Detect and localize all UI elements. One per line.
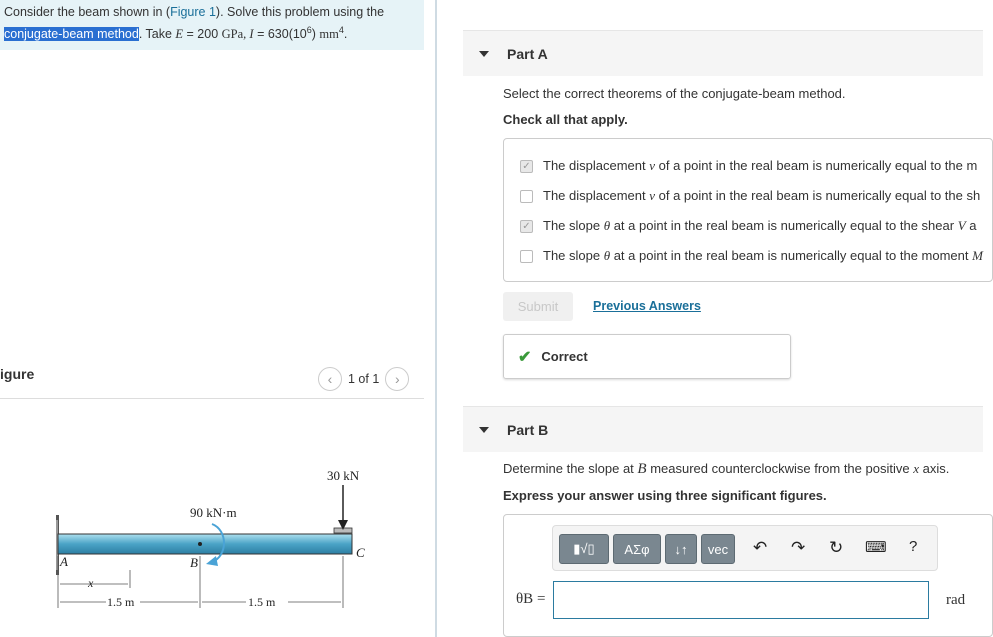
previous-answers-link[interactable]: Previous Answers: [593, 299, 701, 313]
e-value: = 200: [183, 27, 222, 42]
dim-bc-label: 1.5 m: [248, 595, 276, 609]
part-a-header[interactable]: [463, 30, 983, 76]
submit-button[interactable]: Submit: [503, 292, 573, 321]
label-b: B: [190, 555, 198, 570]
checkbox-checked-icon[interactable]: ✓: [520, 220, 533, 233]
choice-text-post: at a point in the real beam is numerically equal to the moment: [610, 248, 973, 263]
force-label: 30 kN: [327, 468, 360, 483]
redo-icon[interactable]: ↷: [791, 538, 806, 557]
i-symbol: , I: [243, 27, 254, 42]
part-a-instruction: Check all that apply.: [503, 112, 628, 127]
checkmark-icon: ✔: [518, 348, 532, 366]
chevron-right-icon[interactable]: ›: [385, 367, 409, 391]
prompt-symbol: x: [913, 461, 919, 476]
checkbox-icon[interactable]: [520, 250, 533, 263]
collapse-triangle-icon[interactable]: [479, 51, 489, 57]
i-value: = 630(10: [253, 27, 307, 42]
choice-text-post-2: a: [965, 218, 977, 233]
choice-symbol-2: M: [972, 248, 983, 263]
problem-panel: [0, 0, 424, 637]
templates-button[interactable]: ▮√▯: [559, 534, 609, 564]
prompt-symbol: B: [637, 461, 647, 477]
figure-page-count: 1 of 1: [348, 372, 380, 386]
choice-text: [543, 158, 977, 174]
feedback-text: Correct: [541, 349, 588, 364]
e-unit: GPa: [221, 27, 244, 42]
beam: [58, 534, 352, 554]
prompt-text: axis.: [918, 461, 950, 476]
i-unit: mm: [319, 27, 339, 42]
choice-text-pre: The displacement: [543, 188, 650, 203]
part-b-title: Part B: [507, 421, 549, 438]
chevron-left-icon[interactable]: ‹: [318, 367, 342, 391]
point-b-dot: [198, 542, 202, 546]
part-a-title: Part A: [507, 45, 548, 62]
collapse-triangle-icon[interactable]: [479, 427, 489, 433]
highlighted-term: conjugate-beam method: [4, 27, 139, 42]
prompt-text: measured counterclockwise from the positive: [646, 461, 914, 476]
choice-1[interactable]: [520, 158, 977, 174]
i-unit-exponent: 4: [338, 25, 344, 35]
choice-text-post: of a point in the real beam is numerically equal to the sh: [655, 188, 981, 203]
answer-label: θB =: [516, 591, 546, 607]
keyboard-icon[interactable]: ⌨: [865, 539, 887, 556]
vec-button[interactable]: vec: [701, 534, 735, 564]
problem-text: . Take: [138, 27, 176, 42]
problem-statement: [0, 0, 424, 50]
choice-text: [543, 218, 976, 234]
i-close: ): [311, 27, 320, 42]
checkbox-icon[interactable]: [520, 190, 533, 203]
reset-icon[interactable]: ↻: [829, 538, 844, 557]
answer-input[interactable]: [553, 581, 929, 619]
choice-symbol: v: [649, 158, 656, 173]
checkbox-checked-icon[interactable]: ✓: [520, 160, 533, 173]
choice-3[interactable]: [520, 218, 976, 234]
part-b-instruction: Express your answer using three significant figures.: [503, 488, 827, 503]
dim-ab-label: 1.5 m: [107, 595, 135, 609]
figure-pager: [318, 366, 423, 392]
choice-text-pre: The slope: [543, 248, 604, 263]
figure-title: igure: [0, 366, 35, 382]
x-label: x: [88, 576, 94, 590]
prompt-text: Determine the slope at: [503, 461, 638, 476]
help-icon[interactable]: ?: [909, 538, 918, 555]
choice-text-pre: The displacement: [543, 158, 650, 173]
choice-list: [503, 138, 993, 282]
greek-button[interactable]: ΑΣφ: [613, 534, 661, 564]
choice-symbol: θ: [603, 218, 611, 233]
problem-text: Consider the beam shown in (: [4, 5, 171, 19]
moment-label: 90 kN·m: [190, 505, 237, 520]
part-a-prompt: Select the correct theorems of the conjugate-beam method.: [503, 86, 846, 101]
beam-figure: [40, 460, 380, 620]
part-b-prompt: [503, 461, 949, 478]
choice-symbol-2: V: [957, 218, 966, 233]
label-c: C: [356, 545, 365, 560]
choice-text: [543, 248, 983, 264]
undo-icon[interactable]: ↶: [753, 538, 768, 557]
parts-panel: [437, 0, 981, 637]
choice-text-post: at a point in the real beam is numerically equal to the shear: [610, 218, 958, 233]
answer-unit: rad: [946, 592, 966, 608]
figure-link[interactable]: Figure 1: [170, 5, 216, 19]
problem-text: .: [343, 27, 348, 42]
feedback-correct: [503, 334, 791, 379]
choice-2[interactable]: [520, 188, 980, 204]
arrows-button[interactable]: ↓↑: [665, 534, 697, 564]
figure-divider: [0, 398, 424, 399]
choice-text-pre: The slope: [543, 218, 604, 233]
choice-4[interactable]: [520, 248, 983, 264]
i-exponent: 6: [306, 25, 312, 35]
math-toolbar: [552, 525, 938, 571]
answer-box: [503, 514, 993, 637]
choice-text: [543, 188, 980, 204]
choice-symbol: v: [649, 188, 656, 203]
choice-symbol: θ: [603, 248, 611, 263]
part-b-header[interactable]: [463, 406, 983, 452]
choice-text-post: of a point in the real beam is numerically equal to the m: [655, 158, 978, 173]
e-symbol: E: [175, 27, 184, 42]
label-a: A: [60, 554, 68, 569]
problem-text: ). Solve this problem using the: [215, 5, 385, 19]
